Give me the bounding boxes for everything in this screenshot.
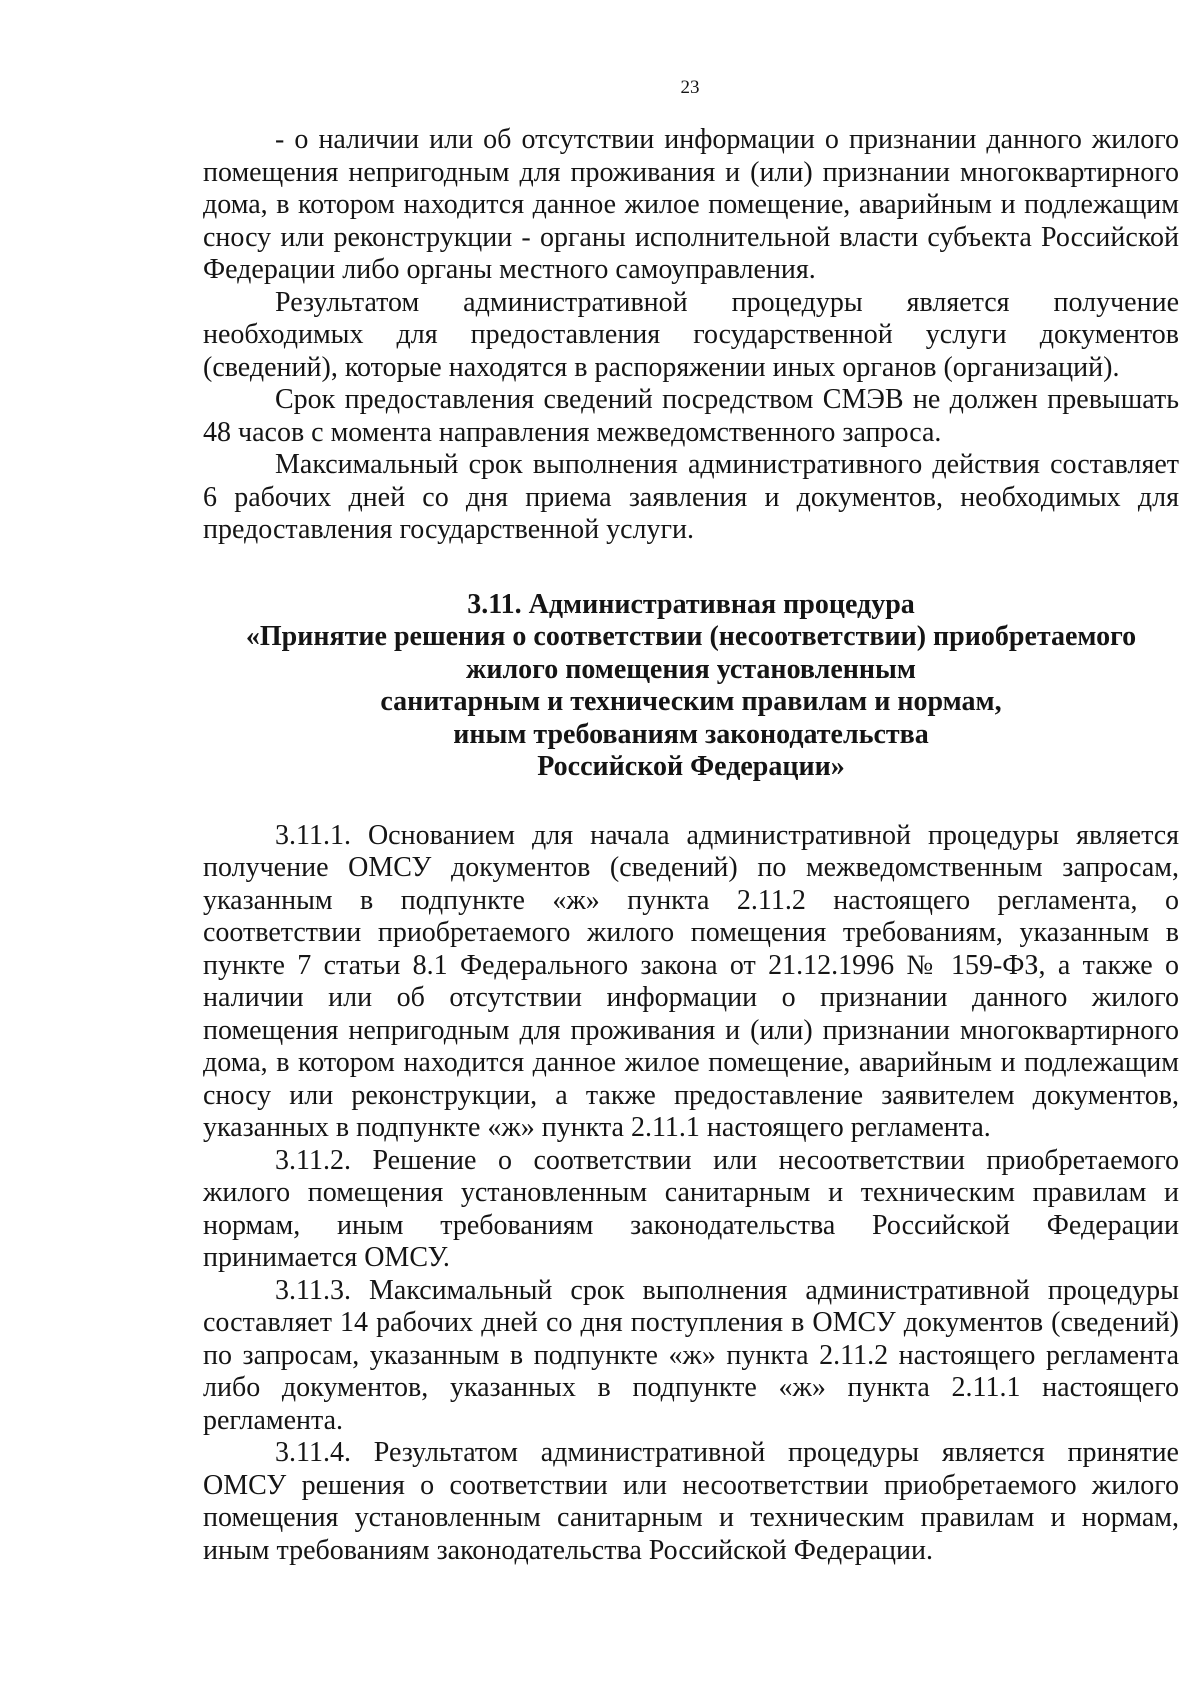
section-heading [203,589,1179,784]
section-heading-line-5: иным требованиям законодательства [453,718,929,750]
paragraph-intro-3: Срок предоставления сведений посредством СМЭВ не должен превышать 48 часов с момента направления межведомственного запроса. [203,384,1179,448]
section-heading-line-4: санитарным и техническим правилам и нормам, [380,686,1002,717]
paragraph-3-11-4: 3.11.4. Результатом административной процедуры является принятие ОМСУ решения о соответствии или несоответствии приобретаемого жилого помещения установленным санитарным и техническим правилам и нормам, иным требованиям законодательства Российской Федерации. [203,1437,1179,1566]
section-heading-line-1: 3.11. Административная процедура [467,588,915,620]
section-heading-line-6: Российской Федерации» [537,751,845,782]
paragraph-3-11-3: 3.11.3. Максимальный срок выполнения административной процедуры составляет 14 рабочих дней со дня поступления в ОМСУ документов (сведений) по запросам, указанным в подпункте «ж» пункта 2.11.2 настоящего регламента либо документов, указанных в подпункте «ж» пункта 2.11.1 настоящего регламента. [203,1274,1179,1436]
paragraph-intro-4: Максимальный срок выполнения административного действия составляет 6 рабочих дней со дня приема заявления и документов, необходимых для предоставления государственной услуги. [203,449,1179,545]
document-body [203,124,1179,1567]
paragraph-3-11-2: 3.11.2. Решение о соответствии или несоответствии приобретаемого жилого помещения установленным санитарным и техническим правилам и нормам, иным требованиям законодательства Российской Федерации принимается ОМСУ. [203,1144,1179,1273]
section-heading-line-2: «Принятие решения о соответствии (несоответствии) приобретаемого [245,621,1137,652]
paragraph-intro-2: Результатом административной процедуры является получение необходимых для предоставления государственной услуги документов (сведений), которые находятся в распоряжении иных органов (организаций). [203,286,1179,383]
section-heading-line-3: жилого помещения установленным [466,653,916,685]
paragraph-3-11-1: 3.11.1. Основанием для начала административной процедуры является получение ОМСУ документов (сведений) по межведомственным запросам, указанным в подпункте «ж» пункта 2.11.2 настоящего регламента, о соответствии приобретаемого жилого помещения требованиям, указанным в пункте 7 статьи 8.1 Федерального закона от 21.12.1996 № 159-ФЗ, а также о наличии или об отсутствии информации о признании данного жилого помещения непригодным для проживания и (или) признании многоквартирного дома, в котором находится данное жилое помещение, аварийным и подлежащим сносу или реконструкции, а также предоставление заявителем документов, указанных в подпункте «ж» пункта 2.11.1 настоящего регламента. [203,819,1179,1143]
paragraph-intro-1: - о наличии или об отсутствии информации о признании данного жилого помещения непригодным для проживания и (или) признании многоквартирного дома, в котором находится данное жилое помещение, аварийным и подлежащим сносу или реконструкции - органы исполнительной власти субъекта Российской Федерации либо органы местного самоуправления. [203,124,1179,285]
page-number: 23 [680,77,700,98]
